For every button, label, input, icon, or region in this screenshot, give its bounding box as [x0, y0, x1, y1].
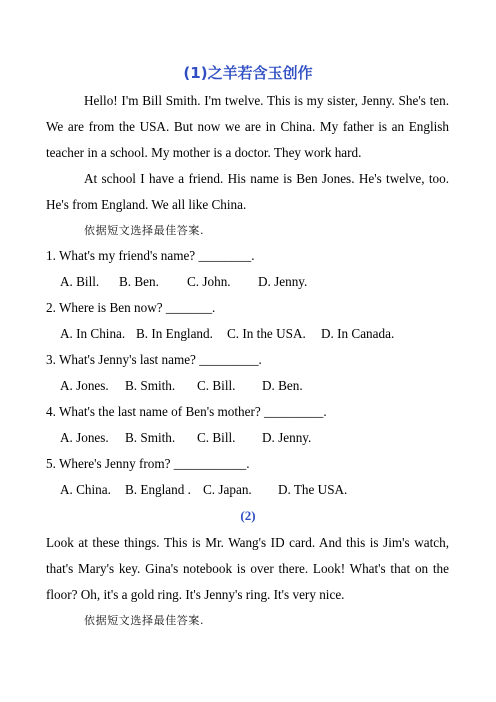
question-3: 3. What's Jenny's last name? _________. — [46, 352, 262, 367]
question-3-options — [60, 378, 303, 394]
option-d: D. Ben. — [262, 378, 303, 393]
section-2-title: (2) — [240, 508, 256, 523]
question-4: 4. What's the last name of Ben's mother? _________. — [46, 404, 327, 419]
option-c: C. In the USA. — [227, 326, 306, 341]
option-d: D. Jenny. — [262, 430, 312, 445]
option-c: C. John. — [187, 274, 231, 289]
question-1-options — [60, 274, 307, 290]
option-a: A. Jones. — [60, 378, 109, 393]
section-1-paragraph-2: At school I have a friend. His name is Ben Jones. He's twelve, too. He's from England. We all like China. — [46, 171, 449, 212]
option-d: D. In Canada. — [321, 326, 395, 341]
question-2: 2. Where is Ben now? _______. — [46, 300, 216, 315]
option-d: D. The USA. — [278, 482, 348, 497]
option-a: A. Jones. — [60, 430, 109, 445]
question-5: 5. Where's Jenny from? ___________. — [46, 456, 250, 471]
option-b: B. Ben. — [119, 274, 159, 289]
option-b: B. Smith. — [125, 430, 176, 445]
option-c: C. Japan. — [203, 482, 252, 497]
question-5-options — [60, 482, 347, 498]
option-a: A. Bill. — [60, 274, 100, 289]
option-a: A. In China. — [60, 326, 126, 341]
section-1-instruction: 依据短文选择最佳答案. — [84, 224, 205, 237]
question-2-options — [60, 326, 394, 342]
section-1-paragraph-1: Hello! I'm Bill Smith. I'm twelve. This is my sister, Jenny. She's ten. We are from the USA. But now we are in China. My father is an English teacher in a school. My mother is a doctor. They work hard. — [46, 93, 449, 160]
section-2-instruction: 依据短文选择最佳答案. — [84, 614, 205, 627]
option-b: B. England . — [125, 482, 191, 497]
section-1-title: (1)之羊若含玉创作 — [183, 64, 313, 82]
option-d: D. Jenny. — [258, 274, 308, 289]
question-1: 1. What's my friend's name? ________. — [46, 248, 255, 263]
option-b: B. In England. — [136, 326, 213, 341]
option-c: C. Bill. — [197, 378, 236, 393]
section-2-paragraph-1: Look at these things. This is Mr. Wang's ID card. And this is Jim's watch, that's Mary's key. Gina's notebook is over there. Look! What's that on the floor? Oh, it's a gold ring. It's Jenny's ring. It's very nice. — [46, 535, 449, 602]
question-4-options — [60, 430, 311, 446]
option-c: C. Bill. — [197, 430, 236, 445]
option-b: B. Smith. — [125, 378, 176, 393]
option-a: A. China. — [60, 482, 111, 497]
